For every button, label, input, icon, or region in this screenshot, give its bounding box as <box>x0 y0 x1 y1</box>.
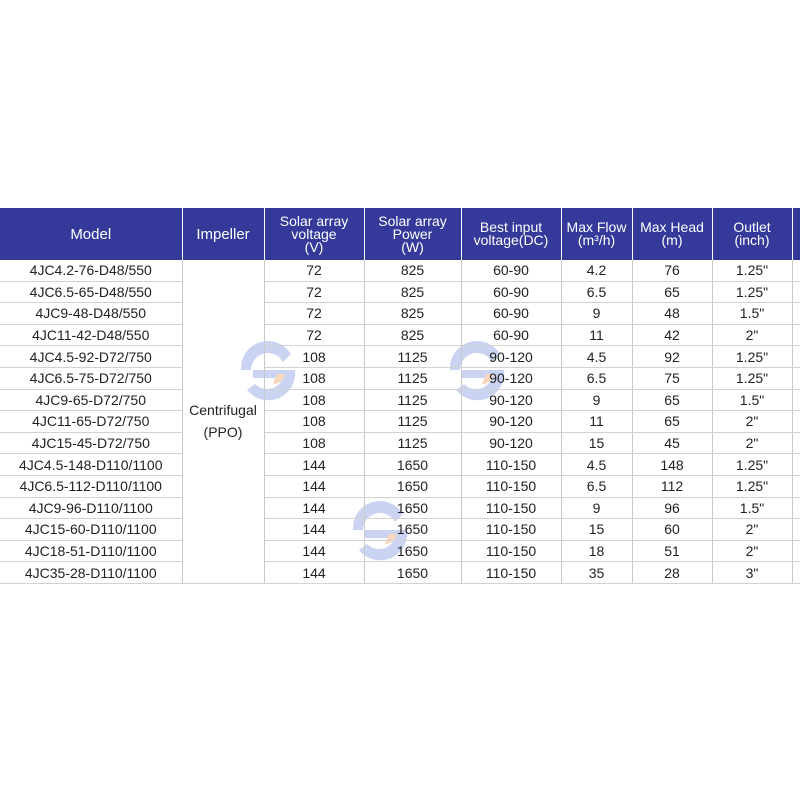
power-cell: 825 <box>364 260 461 281</box>
voltage-cell: 72 <box>264 281 364 303</box>
head-cell: 45 <box>632 432 712 454</box>
table-row <box>0 303 800 325</box>
input-voltage-cell: 110-150 <box>461 497 561 519</box>
header-solar-voltage <box>264 208 364 260</box>
model-cell: 4JC4.5-92-D72/750 <box>0 346 182 368</box>
model-cell: 4JC9-48-D48/550 <box>0 303 182 325</box>
input-voltage-cell: 110-150 <box>461 540 561 562</box>
table-row <box>0 260 800 281</box>
header-line: (V) <box>304 238 324 255</box>
input-voltage-cell: 110-150 <box>461 454 561 476</box>
header-line: Outlet <box>733 219 771 235</box>
flow-cell: 9 <box>561 303 632 325</box>
header-outlet <box>712 208 792 260</box>
power-cell: 1650 <box>364 475 461 497</box>
cutoff-cell <box>792 497 800 519</box>
header-line: (m) <box>661 232 683 248</box>
voltage-cell: 108 <box>264 346 364 368</box>
voltage-cell: 72 <box>264 260 364 281</box>
voltage-cell: 144 <box>264 540 364 562</box>
header-line: (m³/h) <box>577 232 616 248</box>
input-voltage-cell: 60-90 <box>461 281 561 303</box>
table-row <box>0 367 800 389</box>
voltage-cell: 108 <box>264 389 364 411</box>
outlet-cell: 2" <box>712 324 792 346</box>
power-cell: 1650 <box>364 497 461 519</box>
voltage-cell: 108 <box>264 432 364 454</box>
model-cell: 4JC6.5-75-D72/750 <box>0 367 182 389</box>
head-cell: 51 <box>632 540 712 562</box>
header-line: Max Head <box>640 219 704 235</box>
input-voltage-cell: 90-120 <box>461 389 561 411</box>
header-best-input <box>461 208 561 260</box>
header-line: Max Flow <box>566 219 627 235</box>
head-cell: 92 <box>632 346 712 368</box>
cutoff-cell <box>792 281 800 303</box>
cutoff-cell <box>792 411 800 433</box>
model-cell: 4JC11-65-D72/750 <box>0 411 182 433</box>
flow-cell: 11 <box>561 324 632 346</box>
input-voltage-cell: 60-90 <box>461 303 561 325</box>
head-cell: 148 <box>632 454 712 476</box>
table-row <box>0 562 800 584</box>
outlet-cell: 1.25" <box>712 454 792 476</box>
flow-cell: 6.5 <box>561 367 632 389</box>
cutoff-cell <box>792 303 800 325</box>
model-cell: 4JC11-42-D48/550 <box>0 324 182 346</box>
header-line: Solar array <box>279 212 349 229</box>
flow-cell: 4.5 <box>561 346 632 368</box>
model-cell: 4JC15-45-D72/750 <box>0 432 182 454</box>
cutoff-cell <box>792 389 800 411</box>
input-voltage-cell: 90-120 <box>461 432 561 454</box>
flow-cell: 11 <box>561 411 632 433</box>
power-cell: 1125 <box>364 411 461 433</box>
outlet-cell: 1.5" <box>712 497 792 519</box>
power-cell: 825 <box>364 324 461 346</box>
impeller-material: (PPO) <box>203 424 243 441</box>
power-cell: 1650 <box>364 454 461 476</box>
flow-cell: 9 <box>561 389 632 411</box>
model-cell: 4JC15-60-D110/1100 <box>0 519 182 541</box>
head-cell: 60 <box>632 519 712 541</box>
power-cell: 825 <box>364 281 461 303</box>
head-cell: 76 <box>632 260 712 281</box>
table-row <box>0 475 800 497</box>
head-cell: 75 <box>632 367 712 389</box>
input-voltage-cell: 60-90 <box>461 324 561 346</box>
spec-table-wrapper <box>0 208 800 584</box>
pump-spec-table <box>0 208 800 584</box>
head-cell: 65 <box>632 281 712 303</box>
table-row <box>0 281 800 303</box>
outlet-cell: 1.25" <box>712 475 792 497</box>
cutoff-cell <box>792 454 800 476</box>
power-cell: 1125 <box>364 389 461 411</box>
header-line: (inch) <box>734 232 770 248</box>
power-cell: 1125 <box>364 346 461 368</box>
header-line: (W) <box>401 238 424 255</box>
header-impeller: Impeller <box>182 208 264 260</box>
input-voltage-cell: 90-120 <box>461 411 561 433</box>
cutoff-cell <box>792 260 800 281</box>
power-cell: 1125 <box>364 432 461 454</box>
header-solar-power <box>364 208 461 260</box>
table-row <box>0 324 800 346</box>
model-cell: 4JC4.5-148-D110/1100 <box>0 454 182 476</box>
cutoff-cell <box>792 432 800 454</box>
outlet-cell: 2" <box>712 432 792 454</box>
power-cell: 1650 <box>364 540 461 562</box>
header-max-flow <box>561 208 632 260</box>
head-cell: 112 <box>632 475 712 497</box>
table-row <box>0 540 800 562</box>
voltage-cell: 144 <box>264 562 364 584</box>
impeller-cell <box>182 260 264 583</box>
impeller-type: Centrifugal <box>189 402 257 419</box>
input-voltage-cell: 110-150 <box>461 519 561 541</box>
header-cutoff-column <box>792 208 800 260</box>
input-voltage-cell: 110-150 <box>461 475 561 497</box>
flow-cell: 15 <box>561 432 632 454</box>
model-cell: 4JC4.2-76-D48/550 <box>0 260 182 281</box>
model-cell: 4JC35-28-D110/1100 <box>0 562 182 584</box>
table-row <box>0 346 800 368</box>
voltage-cell: 144 <box>264 475 364 497</box>
power-cell: 1650 <box>364 519 461 541</box>
header-line: Power <box>392 225 433 242</box>
table-body <box>0 260 800 583</box>
power-cell: 1650 <box>364 562 461 584</box>
input-voltage-cell: 60-90 <box>461 260 561 281</box>
outlet-cell: 2" <box>712 519 792 541</box>
voltage-cell: 108 <box>264 367 364 389</box>
table-row <box>0 389 800 411</box>
header-line: Solar array <box>378 212 447 229</box>
flow-cell: 35 <box>561 562 632 584</box>
model-cell: 4JC6.5-65-D48/550 <box>0 281 182 303</box>
outlet-cell: 2" <box>712 540 792 562</box>
cutoff-cell <box>792 475 800 497</box>
header-model: Model <box>0 208 182 260</box>
voltage-cell: 72 <box>264 303 364 325</box>
head-cell: 65 <box>632 389 712 411</box>
header-line: voltage(DC) <box>473 232 549 248</box>
table-row <box>0 497 800 519</box>
voltage-cell: 144 <box>264 454 364 476</box>
head-cell: 48 <box>632 303 712 325</box>
outlet-cell: 1.25" <box>712 281 792 303</box>
table-row <box>0 454 800 476</box>
voltage-cell: 72 <box>264 324 364 346</box>
outlet-cell: 1.25" <box>712 260 792 281</box>
table-row <box>0 519 800 541</box>
cutoff-cell <box>792 346 800 368</box>
input-voltage-cell: 90-120 <box>461 346 561 368</box>
model-cell: 4JC6.5-112-D110/1100 <box>0 475 182 497</box>
cutoff-cell <box>792 324 800 346</box>
input-voltage-cell: 110-150 <box>461 562 561 584</box>
cutoff-cell <box>792 540 800 562</box>
voltage-cell: 144 <box>264 519 364 541</box>
model-cell: 4JC9-65-D72/750 <box>0 389 182 411</box>
cutoff-cell <box>792 562 800 584</box>
model-cell: 4JC9-96-D110/1100 <box>0 497 182 519</box>
outlet-cell: 1.25" <box>712 367 792 389</box>
cutoff-cell <box>792 367 800 389</box>
cutoff-cell <box>792 519 800 541</box>
table-row <box>0 432 800 454</box>
outlet-cell: 1.5" <box>712 389 792 411</box>
outlet-cell: 3" <box>712 562 792 584</box>
voltage-cell: 144 <box>264 497 364 519</box>
input-voltage-cell: 90-120 <box>461 367 561 389</box>
table-row <box>0 411 800 433</box>
flow-cell: 15 <box>561 519 632 541</box>
outlet-cell: 2" <box>712 411 792 433</box>
header-row <box>0 208 800 260</box>
header-line: Best input <box>479 219 543 235</box>
head-cell: 96 <box>632 497 712 519</box>
header-line: voltage <box>291 225 337 242</box>
flow-cell: 9 <box>561 497 632 519</box>
head-cell: 42 <box>632 324 712 346</box>
outlet-cell: 1.25" <box>712 346 792 368</box>
flow-cell: 18 <box>561 540 632 562</box>
flow-cell: 4.2 <box>561 260 632 281</box>
model-cell: 4JC18-51-D110/1100 <box>0 540 182 562</box>
power-cell: 825 <box>364 303 461 325</box>
head-cell: 28 <box>632 562 712 584</box>
flow-cell: 6.5 <box>561 475 632 497</box>
voltage-cell: 108 <box>264 411 364 433</box>
head-cell: 65 <box>632 411 712 433</box>
flow-cell: 6.5 <box>561 281 632 303</box>
flow-cell: 4.5 <box>561 454 632 476</box>
outlet-cell: 1.5" <box>712 303 792 325</box>
header-max-head <box>632 208 712 260</box>
power-cell: 1125 <box>364 367 461 389</box>
